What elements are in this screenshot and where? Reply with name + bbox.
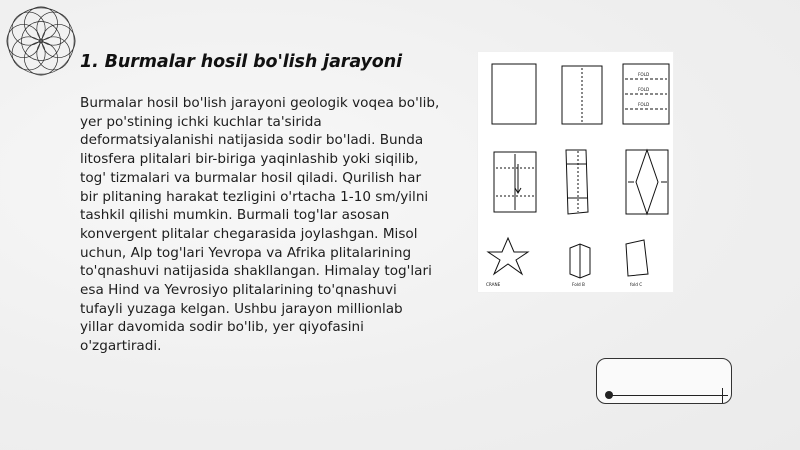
- caption-crane: CRANE: [486, 282, 501, 287]
- mandala-logo-icon: [2, 2, 80, 80]
- fold-label-3: FOLD: [638, 102, 650, 107]
- slider-track[interactable]: [609, 395, 719, 396]
- folded-strip: [566, 150, 588, 214]
- fold-label-1: FOLD: [638, 72, 650, 77]
- crane-shape: [488, 238, 528, 274]
- paper-sheet-1: [492, 64, 536, 124]
- caption-fold-c: fold C: [630, 282, 643, 287]
- slider-end-marker: [722, 388, 723, 403]
- fold-label-2: FOLD: [638, 87, 650, 92]
- body-paragraph: Burmalar hosil bo'lish jarayoni geologik voqea bo'lib, yer po'stining ichki kuchlar ta'sirida deformatsiyalanishi natijasida sodir bo'ladi. Bunda litosfera plitalari bir-biriga yaqinlashib yoki siqilib, tog' tizmalari va burmalar hosil qiladi. Qurilish har bir plitaning harakat tezligini o'rtacha 1-10 sm/yilni tashkil qilishi mumkin. Burmali tog'lar asosan konvergent plitalar chegarasida joylashgan. Misol uchun, Alp tog'lari Yevropa va Afrika plitalarining to'qnashuvi natijasida shakllangan. Himalay tog'lari esa Hind va Yevrosiyo plitalarining to'qnashuvi tufayli yuzaga kelgan. Ushbu jarayon millionlab yillar davomida sodir bo'lib, yer qiyofasini o'zgartiradi.: [80, 95, 440, 355]
- origami-fold-diagram: [478, 52, 673, 292]
- paper-sheet-2: [562, 66, 602, 124]
- section-heading: 1. Burmalar hosil bo'lish jarayoni: [80, 52, 402, 72]
- fold-c-shape: [626, 240, 648, 276]
- slider-handle[interactable]: [605, 391, 613, 399]
- progress-slider[interactable]: [596, 358, 732, 404]
- fold-diagram-svg: [478, 52, 673, 292]
- caption-fold-b: Fold B: [572, 282, 585, 287]
